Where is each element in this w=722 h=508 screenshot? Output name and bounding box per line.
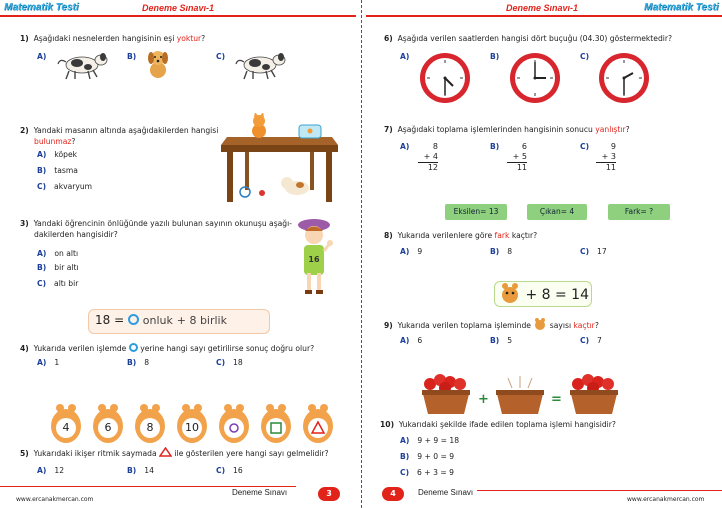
right-header-rule <box>366 15 722 17</box>
q8-option-a[interactable]: A) 9 <box>400 247 423 256</box>
eq-onluk: onluk <box>142 314 173 327</box>
tag-eksilen: Eksilen= 13 <box>445 204 507 220</box>
blue-circle-icon <box>129 343 138 352</box>
equals-sign: = <box>551 392 562 407</box>
q7-option-a[interactable]: A) <box>400 142 410 151</box>
question-4: 4) Yukarıda verilen işlemde yerine hangi sayı getirilirse sonuç doğru olur? <box>20 344 315 353</box>
q10-option-b[interactable]: B) 9 + 0 = 9 <box>400 452 455 461</box>
question-2: 2) Yandaki masanın altında aşağıdakilerden hangisi bulunmaz? <box>20 126 219 146</box>
q3-option-b[interactable]: B) bir altı <box>37 263 79 272</box>
question-1: 1) Aşağıdaki nesnelerden hangisinin eşi yoktur? <box>20 34 206 43</box>
clock-a-icon <box>418 51 472 105</box>
left-footer-title: Deneme Sınavı <box>232 488 288 497</box>
clock-b-icon <box>508 51 562 105</box>
right-footer-rule <box>477 490 722 491</box>
q2-option-b[interactable]: B) tasma <box>37 166 78 175</box>
apple-basket-full-a <box>420 370 472 416</box>
left-footer-url[interactable]: www.ercanakmercan.com <box>16 496 94 503</box>
q2-option-c[interactable]: C) akvaryum <box>37 182 93 191</box>
blue-circle-icon <box>128 314 139 325</box>
q7-option-c[interactable]: C) <box>580 142 590 151</box>
right-header-title: Matematik Testi <box>644 2 719 13</box>
q9-option-c[interactable]: C) 7 <box>580 336 602 345</box>
q4-option-b[interactable]: B) 8 <box>127 358 150 367</box>
q4-option-a[interactable]: A) 1 <box>37 358 60 367</box>
left-header-subtitle: Deneme Sınavı-1 <box>142 3 215 13</box>
question-9: 9) Yukarıda verilen toplama işleminde sayısı kaçtır? <box>384 317 599 331</box>
eq-birlik: + 8 birlik <box>176 314 227 327</box>
right-footer-title: Deneme Sınavı <box>418 488 474 497</box>
aquarium-figure <box>299 125 321 138</box>
q1-option-a[interactable]: A) <box>37 52 47 61</box>
eq-left: 18 = <box>95 313 125 327</box>
tag-cikan: Çıkan= 4 <box>527 204 587 220</box>
apple-basket-full-b <box>568 370 620 416</box>
dog-figure <box>281 177 309 195</box>
q10-option-a[interactable]: A) 9 + 9 = 18 <box>400 436 460 445</box>
creature-number: 8 <box>146 421 154 434</box>
question-7: 7) Aşağıdaki toplama işlemlerinden hangisinin sonucu yanlıştır? <box>384 125 630 134</box>
creature-number: 6 <box>104 421 112 434</box>
question-10: 10) Yukarıdaki şekilde ifade edilen toplama işlemi hangisidir? <box>380 420 616 429</box>
tag-fark: Fark= ? <box>608 204 670 220</box>
student-image <box>292 215 340 297</box>
q8-option-c[interactable]: C) 17 <box>580 247 607 256</box>
creature-number: 4 <box>62 421 70 434</box>
q6-option-a[interactable]: A) <box>400 52 410 61</box>
rhythmic-counting-row <box>48 400 330 448</box>
q7-sum-b: 6 + 5 11 <box>507 142 527 173</box>
creature-2 <box>90 400 126 450</box>
empty-basket <box>494 372 546 416</box>
creature-4 <box>174 400 210 450</box>
page-divider <box>361 0 362 508</box>
monster-icon <box>499 282 521 304</box>
q7-sum-a: 8 + 4 12 <box>418 142 438 173</box>
right-footer-url[interactable]: www.ercanakmercan.com <box>627 496 705 503</box>
creature-6-square <box>258 400 294 450</box>
q2-option-a[interactable]: A) köpek <box>37 150 78 159</box>
left-header-rule <box>0 15 356 17</box>
q1-option-b[interactable]: B) <box>127 52 137 61</box>
q10-option-c[interactable]: C) 6 + 3 = 9 <box>400 468 454 477</box>
q6-option-b[interactable]: B) <box>490 52 500 61</box>
puppy-image-b <box>145 48 171 80</box>
creature-1 <box>48 400 84 450</box>
right-page-number: 4 <box>382 487 404 501</box>
plus-sign: + <box>478 392 489 407</box>
left-header-title: Matematik Testi <box>4 2 79 13</box>
question-3: 3) Yandaki öğrencinin önlüğünde yazılı bulunan sayının okunuşu aşağı- dakilerden hangisidir? <box>20 219 292 239</box>
q9-option-a[interactable]: A) 6 <box>400 336 423 345</box>
creature-3 <box>132 400 168 450</box>
dog-image-c <box>233 47 288 81</box>
q6-option-c[interactable]: C) <box>580 52 590 61</box>
creature-5-circle <box>216 400 252 450</box>
q7-option-b[interactable]: B) <box>490 142 500 151</box>
q5-option-b[interactable]: B) 14 <box>127 466 154 475</box>
apron-number: 16 <box>308 255 320 264</box>
addition-box <box>494 281 592 307</box>
addition-text: + 8 = 14 <box>525 287 589 303</box>
dog-image-a <box>55 47 110 81</box>
q9-option-b[interactable]: B) 5 <box>490 336 513 345</box>
cat-figure <box>252 113 266 138</box>
creature-number: 10 <box>185 421 199 434</box>
triangle-icon <box>159 447 172 457</box>
equation-box <box>88 309 270 334</box>
question-5: 5) Yukarıdaki ikişer ritmik saymada ile gösterilen yere hangi sayı gelmelidir? <box>20 449 329 458</box>
q1-option-c[interactable]: C) <box>216 52 226 61</box>
table-scene-image <box>217 113 342 205</box>
q7-sum-c: 9 + 3 11 <box>596 142 616 173</box>
left-page-number: 3 <box>318 487 340 501</box>
q3-option-a[interactable]: A) on altı <box>37 249 79 258</box>
right-header-subtitle: Deneme Sınavı-1 <box>506 3 579 13</box>
question-6: 6) Aşağıda verilen saatlerden hangisi dört buçuğu (04.30) göstermektedir? <box>384 34 673 43</box>
q8-option-b[interactable]: B) 8 <box>490 247 513 256</box>
monster-icon <box>533 317 547 331</box>
q5-option-a[interactable]: A) 12 <box>37 466 65 475</box>
creature-7-triangle <box>300 400 336 450</box>
question-8: 8) Yukarıda verilenlere göre fark kaçtır? <box>384 231 538 240</box>
q4-option-c[interactable]: C) 18 <box>216 358 243 367</box>
q3-option-c[interactable]: C) altı bir <box>37 279 79 288</box>
left-footer-rule <box>0 486 296 487</box>
q5-option-c[interactable]: C) 16 <box>216 466 243 475</box>
clock-c-icon <box>597 51 651 105</box>
